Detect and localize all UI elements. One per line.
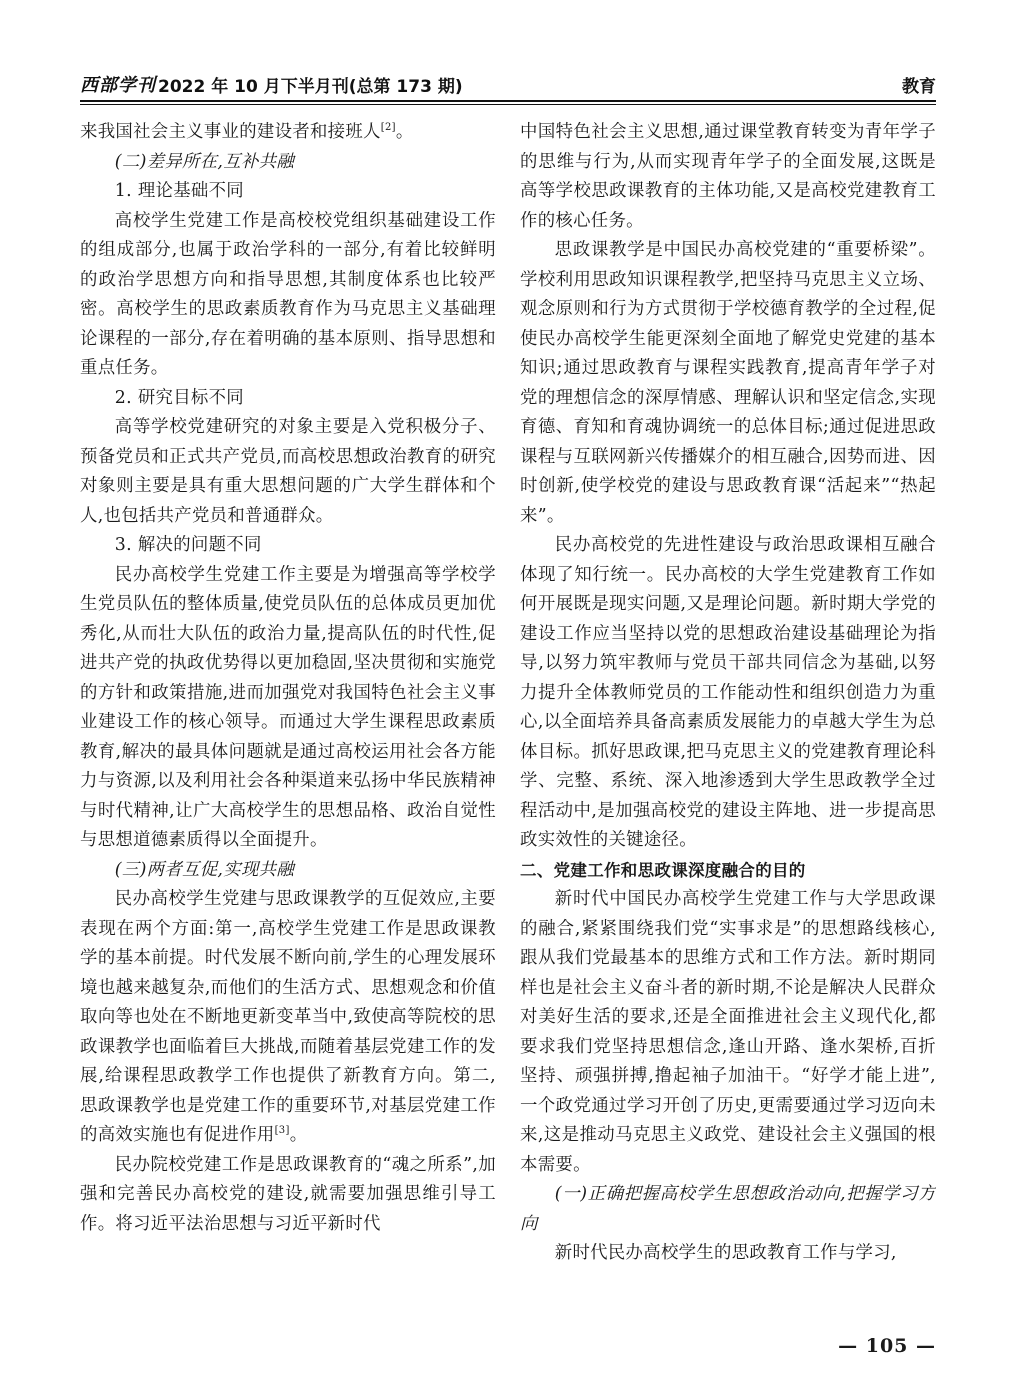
paragraph	[80, 413, 496, 531]
paragraph	[80, 177, 496, 207]
section-heading	[520, 856, 936, 886]
paragraph-text: 高校学生党建工作是高校校党组织基础建设工作的组成部分,也属于政治学科的一部分,有着比较鲜明的政治学思想方向和指导思想,其制度体系也比较严密。高校学生的思政素质教育作为马克思主义基础理论课程的一部分,存在着明确的基本原则、指导思想和重点任务。	[80, 210, 496, 378]
subsection-heading	[80, 856, 496, 886]
paragraph-text: 新时代民办高校学生的思政教育工作与学习,	[554, 1243, 897, 1263]
paragraph	[80, 531, 496, 561]
paragraph-text: 1. 理论基础不同	[114, 181, 244, 201]
paragraph	[80, 384, 496, 414]
header-rule-thin	[80, 104, 936, 105]
page-number: — 105 —	[838, 1335, 936, 1357]
paragraph	[520, 531, 936, 856]
citation-ref: [2]	[380, 122, 396, 134]
citation-ref: [3]	[274, 1125, 290, 1137]
paragraph-text: 来我国社会主义事业的建设者和接班人	[80, 122, 381, 142]
paragraph-text: 3. 解决的问题不同	[114, 535, 262, 555]
paragraph	[80, 561, 496, 856]
paragraph-text: 民办高校党的先进性建设与政治思政课相互融合体现了知行统一。民办高校的大学生党建教育工作如何开展既是现实问题,又是理论问题。新时期大学党的建设工作应当坚持以党的思想政治建设基础理论为指导,以努力筑牢教师与党员干部共同信念为基础,以努力提升全体教师党员的工作能动性和组织创造力为重心,以全面培养具备高素质发展能力的卓越大学生为总体目标。抓好思政课,把马克思主义的党建教育理论科学、完整、系统、深入地渗透到大学生思政教学全过程活动中,是加强高校党的建设主阵地、进一步提高思政实效性的关键途径。	[520, 535, 936, 850]
paragraph	[520, 118, 936, 236]
issue-info: 2022 年 10 月下半月刊(总第 173 期)	[158, 76, 463, 97]
paragraph	[80, 207, 496, 384]
paragraph-text: (二)差异所在,互补共融	[114, 151, 295, 172]
journal-logo: 西部学刊	[80, 75, 156, 96]
header-rule	[80, 100, 936, 102]
paragraph-tail: 。	[395, 122, 414, 142]
paragraph-text: (一)正确把握高校学生思想政治动向,把握学习方向	[520, 1184, 936, 1234]
running-header	[80, 70, 936, 98]
subsection-heading	[80, 148, 496, 178]
left-column	[80, 118, 496, 1278]
paragraph-tail: 。	[289, 1125, 308, 1145]
paragraph	[520, 1239, 936, 1269]
header-left	[80, 71, 463, 97]
paragraph	[80, 1151, 496, 1240]
paragraph	[80, 118, 496, 148]
paragraph	[520, 236, 936, 531]
paragraph-text: 2. 研究目标不同	[114, 387, 244, 408]
paragraph-text: 民办院校党建工作是思政课教育的“魂之所系”,加强和完善民办高校党的建设,就需要加强思维引导工作。将习近平法治思想与习近平新时代	[80, 1154, 496, 1234]
paragraph-text: (三)两者互促,实现共融	[114, 859, 295, 880]
paragraph-text: 民办高校学生党建与思政课教学的互促效应,主要表现在两个方面:第一,高校学生党建工作是思政课教学的基本前提。时代发展不断向前,学生的心理发展环境也越来越复杂,而他们的生活方式、思想观念和价值取向等也处在不断地更新变革当中,致使高等院校的思政课教学也面临着巨大挑战,而随着基层党建工作的发展,给课程思政教学工作也提供了新教育方向。第二,思政课教学也是党建工作的重要环节,对基层党建工作的高效实施也有促进作用	[80, 889, 496, 1145]
paragraph-text: 新时代中国民办高校学生党建工作与大学思政课的融合,紧紧围绕我们党“实事求是”的思想路线核心,跟从我们党最基本的思维方式和工作方法。新时期同样也是社会主义奋斗者的新时期,不论是解决人民群众对美好生活的要求,还是全面推进社会主义现代化,都要求我们党坚持思想信念,逢山开路、逢水架桥,百折坚持、顽强拼搏,撸起袖子加油干。“好学才能上进”,一个政党通过学习开创了历史,更需要通过学习迈向未来,这是推动马克思主义政党、建设社会主义强国的根本需要。	[520, 889, 936, 1175]
paragraph	[520, 885, 936, 1180]
paragraph	[80, 885, 496, 1151]
paragraph-text: 高等学校党建研究的对象主要是入党积极分子、预备党员和正式共产党员,而高校思想政治教育的研究对象则主要是具有重大思想问题的广大学生群体和个人,也包括共产党员和普通群众。	[80, 417, 496, 526]
paragraph-text: 中国特色社会主义思想,通过课堂教育转变为青年学子的思维与行为,从而实现青年学子的全面发展,这既是高等学校思政课教育的主体功能,又是高校党建教育工作的核心任务。	[520, 122, 936, 231]
section-label: 教育	[902, 76, 936, 97]
paragraph-text: 思政课教学是中国民办高校党建的“重要桥梁”。学校利用思政知识课程教学,把坚持马克思主义立场、观念原则和行为方式贯彻于学校德育教学的全过程,促使民办高校学生能更深刻全面地了解党史党建的基本知识;通过思政教育与课程实践教育,提高青年学子对党的理想信念的深厚情感、理解认识和坚定信念,实现育德、育知和育魂协调统一的总体目标;通过促进思政课程与互联网新兴传播媒介的相互融合,因势而进、因时创新,使学校党的建设与思政教育课“活起来”“热起来”。	[520, 240, 936, 526]
right-column	[520, 118, 936, 1278]
subsection-heading	[520, 1180, 936, 1239]
paragraph-text: 民办高校学生党建工作主要是为增强高等学校学生党员队伍的整体质量,使党员队伍的总体成员更加优秀化,从而壮大队伍的政治力量,提高队伍的时代性,促进共产党的执政优势得以更加稳固,坚决贯彻和实施党的方针和政策措施,进而加强党对我国特色社会主义事业建设工作的核心领导。而通过大学生课程思政素质教育,解决的最具体问题就是通过高校运用社会各方能力与资源,以及利用社会各种渠道来弘扬中华民族精神与时代精神,让广大高校学生的思想品格、政治自觉性与思想道德素质得以全面提升。	[80, 564, 496, 850]
paragraph-text: 二、党建工作和思政课深度融合的目的	[520, 860, 806, 880]
